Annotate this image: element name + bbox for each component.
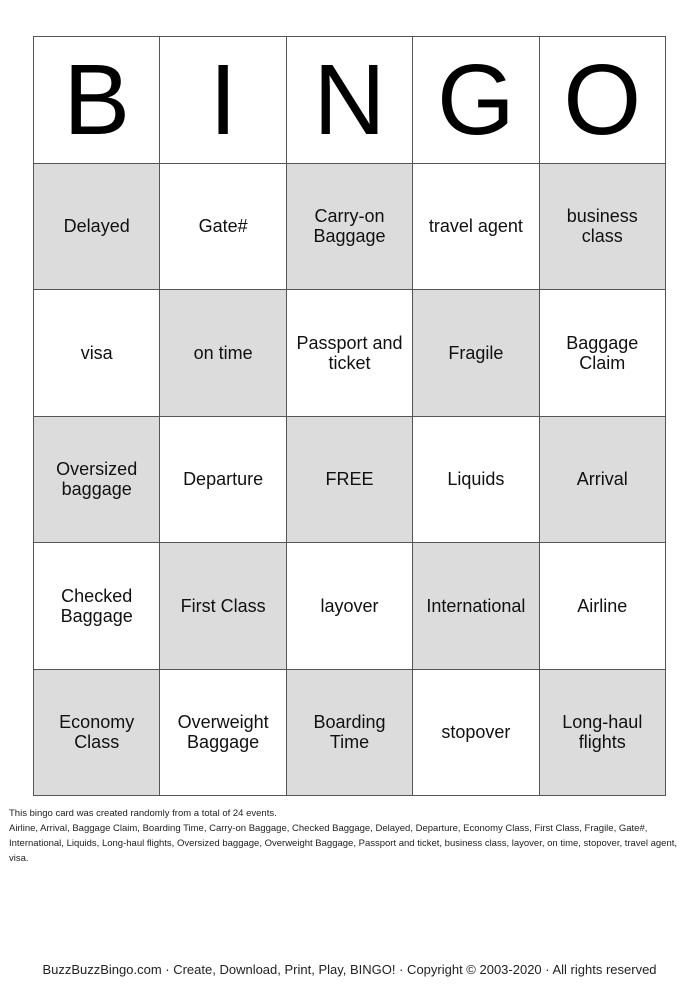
note-summary: This bingo card was created randomly from a total of 24 events. bbox=[9, 808, 277, 819]
bingo-cell[interactable]: Passport and ticket bbox=[287, 290, 413, 417]
note-event-list: Airline, Arrival, Baggage Claim, Boarding Time, Carry-on Baggage, Checked Baggage, Delayed, Departure, Economy Class, First Class, Fragile, Gate#, International, Liquids, Long-haul flights, Oversized baggage, Overweight Baggage, Passport and ticket, business class, layover, on time, stopover, travel agent, visa. bbox=[9, 823, 678, 864]
bingo-cell[interactable]: on time bbox=[160, 290, 286, 417]
bingo-cell[interactable]: Liquids bbox=[413, 417, 539, 544]
bingo-cell[interactable]: Checked Baggage bbox=[34, 543, 160, 670]
bingo-cell[interactable]: stopover bbox=[413, 670, 539, 797]
bingo-cell[interactable]: layover bbox=[287, 543, 413, 670]
bingo-cell[interactable]: International bbox=[413, 543, 539, 670]
bingo-cell[interactable]: Arrival bbox=[540, 417, 666, 544]
header-i: I bbox=[160, 37, 286, 164]
bingo-cell[interactable]: Delayed bbox=[34, 164, 160, 291]
bingo-cell[interactable]: Overweight Baggage bbox=[160, 670, 286, 797]
header-o: O bbox=[540, 37, 666, 164]
card-note bbox=[9, 806, 689, 866]
bingo-cell[interactable]: Boarding Time bbox=[287, 670, 413, 797]
bingo-cell[interactable]: Departure bbox=[160, 417, 286, 544]
bingo-cell[interactable]: business class bbox=[540, 164, 666, 291]
bingo-cell[interactable]: visa bbox=[34, 290, 160, 417]
header-b: B bbox=[34, 37, 160, 164]
header-n: N bbox=[287, 37, 413, 164]
bingo-cell[interactable]: Fragile bbox=[413, 290, 539, 417]
bingo-card bbox=[33, 36, 666, 796]
header-g: G bbox=[413, 37, 539, 164]
bingo-cell[interactable]: travel agent bbox=[413, 164, 539, 291]
bingo-cell[interactable]: First Class bbox=[160, 543, 286, 670]
bingo-cell[interactable]: Oversized baggage bbox=[34, 417, 160, 544]
free-space-cell[interactable]: FREE bbox=[287, 417, 413, 544]
bingo-cell[interactable]: Baggage Claim bbox=[540, 290, 666, 417]
bingo-cell[interactable]: Airline bbox=[540, 543, 666, 670]
footer-copyright: BuzzBuzzBingo.com · Create, Download, Print, Play, BINGO! · Copyright © 2003-2020 · All rights reserved bbox=[42, 962, 657, 977]
bingo-cell[interactable]: Carry-on Baggage bbox=[287, 164, 413, 291]
bingo-cell[interactable]: Gate# bbox=[160, 164, 286, 291]
bingo-cell[interactable]: Economy Class bbox=[34, 670, 160, 797]
bingo-cell[interactable]: Long-haul flights bbox=[540, 670, 666, 797]
